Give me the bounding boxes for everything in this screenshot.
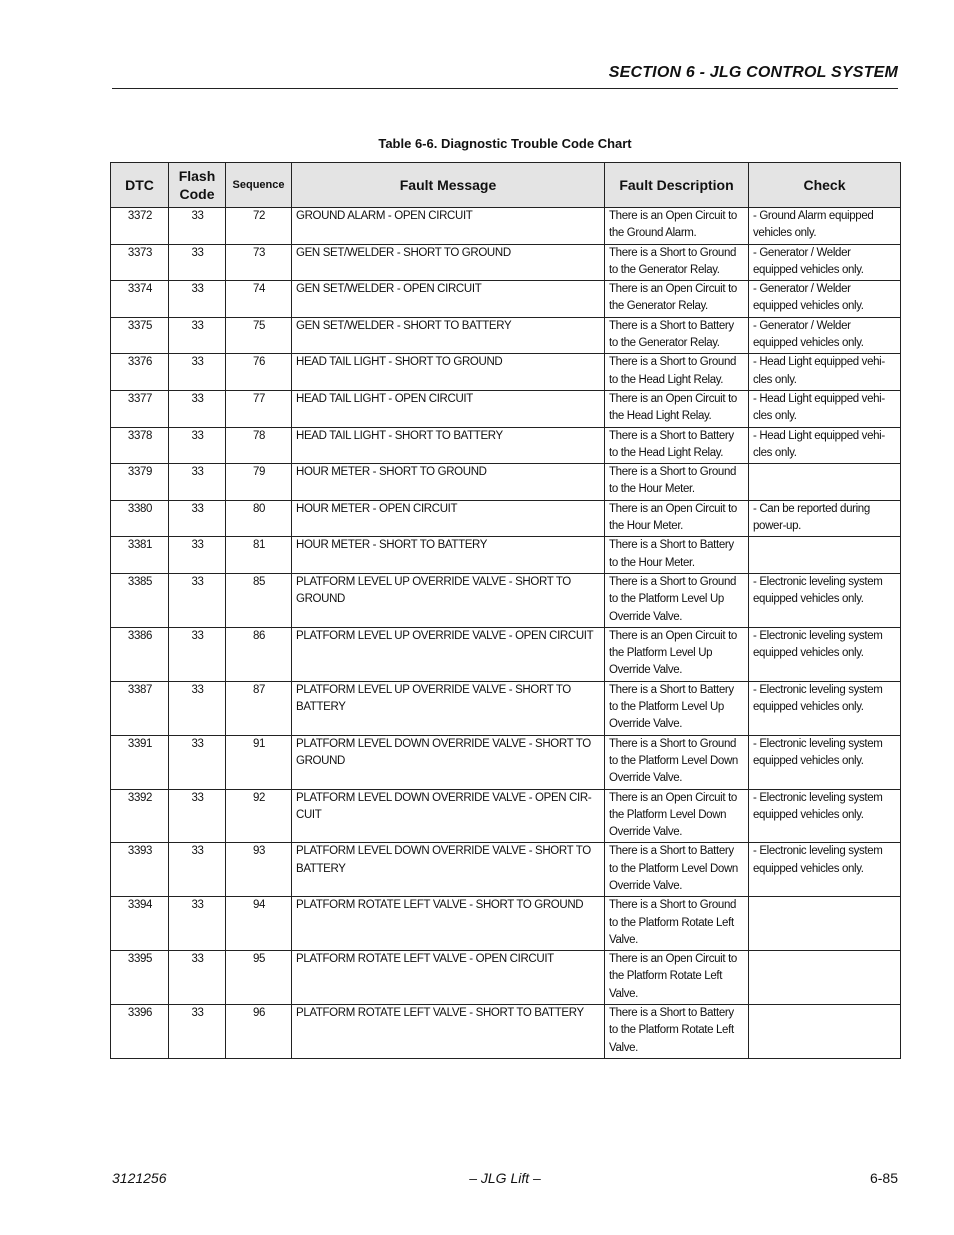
dtc-cell: 3394 xyxy=(111,897,169,951)
fault-message-cell: GROUND ALARM - OPEN CIRCUIT xyxy=(292,208,605,245)
flash-code-cell: 33 xyxy=(169,354,226,391)
table-row xyxy=(111,464,901,501)
sequence-cell: 72 xyxy=(226,208,292,245)
fault-message-cell: HEAD TAIL LIGHT - SHORT TO BATTERY xyxy=(292,427,605,464)
fault-message-cell: GEN SET/WELDER - OPEN CIRCUIT xyxy=(292,281,605,318)
dtc-cell: 3380 xyxy=(111,500,169,537)
table-row xyxy=(111,390,901,427)
table-row xyxy=(111,1005,901,1059)
sequence-cell: 95 xyxy=(226,951,292,1005)
flash-code-cell: 33 xyxy=(169,789,226,843)
dtc-cell: 3393 xyxy=(111,843,169,897)
fault-message-cell: HOUR METER - SHORT TO BATTERY xyxy=(292,537,605,574)
flash-code-cell: 33 xyxy=(169,573,226,627)
flash-code-cell: 33 xyxy=(169,500,226,537)
fault-description-cell: There is an Open Circuit to the Platform Level Up Override Valve. xyxy=(605,627,749,681)
check-cell xyxy=(749,1005,901,1059)
flash-code-cell: 33 xyxy=(169,1005,226,1059)
dtc-cell: 3376 xyxy=(111,354,169,391)
section-title: SECTION 6 - JLG CONTROL SYSTEM xyxy=(608,64,898,81)
flash-code-cell: 33 xyxy=(169,281,226,318)
table-row xyxy=(111,789,901,843)
fault-description-cell: There is a Short to Battery to the Platform Level Down Override Valve. xyxy=(605,843,749,897)
fault-description-cell: There is a Short to Ground to the Platform Level Down Override Valve. xyxy=(605,735,749,789)
page-number: 6-85 xyxy=(869,1170,898,1186)
fault-description-cell: There is a Short to Battery to the Head Light Relay. xyxy=(605,427,749,464)
flash-code-cell: 33 xyxy=(169,317,226,354)
dtc-cell: 3373 xyxy=(111,244,169,281)
fault-message-cell: PLATFORM ROTATE LEFT VALVE - SHORT TO BATTERY xyxy=(292,1005,605,1059)
dtc-cell: 3378 xyxy=(111,427,169,464)
flash-code-cell: 33 xyxy=(169,843,226,897)
fault-description-cell: There is an Open Circuit to the Generator Relay. xyxy=(605,281,749,318)
sequence-cell: 91 xyxy=(226,735,292,789)
sequence-cell: 78 xyxy=(226,427,292,464)
sequence-cell: 86 xyxy=(226,627,292,681)
table-body xyxy=(111,208,901,1059)
footer-brand: – JLG Lift – xyxy=(469,1170,541,1186)
table-row xyxy=(111,951,901,1005)
fault-message-cell: PLATFORM LEVEL UP OVERRIDE VALVE - SHORT TO GROUND xyxy=(292,573,605,627)
table-row xyxy=(111,281,901,318)
sequence-cell: 92 xyxy=(226,789,292,843)
flash-code-cell: 33 xyxy=(169,897,226,951)
flash-code-cell: 33 xyxy=(169,735,226,789)
fault-message-cell: HEAD TAIL LIGHT - OPEN CIRCUIT xyxy=(292,390,605,427)
fault-message-cell: PLATFORM LEVEL UP OVERRIDE VALVE - OPEN CIRCUIT xyxy=(292,627,605,681)
table-header-row xyxy=(111,163,901,208)
column-header-fault-message: Fault Message xyxy=(292,163,605,208)
fault-description-cell: There is a Short to Battery to the Platform Level Up Override Valve. xyxy=(605,681,749,735)
sequence-cell: 96 xyxy=(226,1005,292,1059)
flash-code-cell: 33 xyxy=(169,627,226,681)
table-row xyxy=(111,843,901,897)
check-cell: - Electronic leveling system equipped vehicles only. xyxy=(749,735,901,789)
dtc-cell: 3386 xyxy=(111,627,169,681)
dtc-cell: 3391 xyxy=(111,735,169,789)
fault-description-cell: There is a Short to Ground to the Platform Level Up Override Valve. xyxy=(605,573,749,627)
dtc-cell: 3396 xyxy=(111,1005,169,1059)
flash-code-cell: 33 xyxy=(169,681,226,735)
sequence-cell: 93 xyxy=(226,843,292,897)
column-header-sequence: Sequence xyxy=(226,163,292,208)
check-cell: - Can be reported during power-up. xyxy=(749,500,901,537)
check-cell: - Electronic leveling system equipped vehicles only. xyxy=(749,573,901,627)
fault-description-cell: There is a Short to Ground to the Generator Relay. xyxy=(605,244,749,281)
sequence-cell: 74 xyxy=(226,281,292,318)
check-cell: - Electronic leveling system equipped vehicles only. xyxy=(749,627,901,681)
table-row xyxy=(111,208,901,245)
fault-message-cell: GEN SET/WELDER - SHORT TO BATTERY xyxy=(292,317,605,354)
flash-code-cell: 33 xyxy=(169,464,226,501)
check-cell: - Generator / Welder equipped vehicles only. xyxy=(749,317,901,354)
sequence-cell: 75 xyxy=(226,317,292,354)
header-divider xyxy=(112,88,898,89)
dtc-cell: 3392 xyxy=(111,789,169,843)
fault-message-cell: GEN SET/WELDER - SHORT TO GROUND xyxy=(292,244,605,281)
fault-message-cell: PLATFORM LEVEL DOWN OVERRIDE VALVE - SHORT TO BATTERY xyxy=(292,843,605,897)
fault-message-cell: PLATFORM LEVEL DOWN OVERRIDE VALVE - SHORT TO GROUND xyxy=(292,735,605,789)
fault-description-cell: There is an Open Circuit to the Platform Rotate Left Valve. xyxy=(605,951,749,1005)
table-row xyxy=(111,500,901,537)
check-cell: - Head Light equipped vehi-cles only. xyxy=(749,390,901,427)
table-row xyxy=(111,735,901,789)
fault-description-cell: There is a Short to Battery to the Generator Relay. xyxy=(605,317,749,354)
fault-description-cell: There is a Short to Battery to the Platform Rotate Left Valve. xyxy=(605,1005,749,1059)
table-row xyxy=(111,537,901,574)
column-header-dtc: DTC xyxy=(111,163,169,208)
fault-message-cell: HOUR METER - OPEN CIRCUIT xyxy=(292,500,605,537)
sequence-cell: 76 xyxy=(226,354,292,391)
table-row xyxy=(111,681,901,735)
check-cell: - Ground Alarm equipped vehicles only. xyxy=(749,208,901,245)
fault-description-cell: There is an Open Circuit to the Hour Meter. xyxy=(605,500,749,537)
sequence-cell: 73 xyxy=(226,244,292,281)
sequence-cell: 87 xyxy=(226,681,292,735)
check-cell xyxy=(749,537,901,574)
table-row xyxy=(111,427,901,464)
dtc-cell: 3387 xyxy=(111,681,169,735)
fault-description-cell: There is a Short to Battery to the Hour Meter. xyxy=(605,537,749,574)
diagnostic-trouble-code-table xyxy=(110,162,901,1059)
check-cell xyxy=(749,464,901,501)
fault-description-cell: There is an Open Circuit to the Platform Level Down Override Valve. xyxy=(605,789,749,843)
flash-code-cell: 33 xyxy=(169,244,226,281)
check-cell: - Generator / Welder equipped vehicles only. xyxy=(749,244,901,281)
table-row xyxy=(111,573,901,627)
check-cell xyxy=(749,951,901,1005)
fault-description-cell: There is an Open Circuit to the Ground Alarm. xyxy=(605,208,749,245)
sequence-cell: 80 xyxy=(226,500,292,537)
fault-description-cell: There is an Open Circuit to the Head Light Relay. xyxy=(605,390,749,427)
check-cell: - Electronic leveling system equipped vehicles only. xyxy=(749,681,901,735)
check-cell: - Head Light equipped vehi-cles only. xyxy=(749,354,901,391)
fault-message-cell: PLATFORM ROTATE LEFT VALVE - SHORT TO GROUND xyxy=(292,897,605,951)
page-footer xyxy=(112,1170,898,1190)
check-cell: - Generator / Welder equipped vehicles only. xyxy=(749,281,901,318)
fault-message-cell: PLATFORM LEVEL UP OVERRIDE VALVE - SHORT TO BATTERY xyxy=(292,681,605,735)
table-row xyxy=(111,244,901,281)
sequence-cell: 77 xyxy=(226,390,292,427)
flash-code-cell: 33 xyxy=(169,951,226,1005)
flash-code-cell: 33 xyxy=(169,208,226,245)
fault-message-cell: HOUR METER - SHORT TO GROUND xyxy=(292,464,605,501)
fault-description-cell: There is a Short to Ground to the Head Light Relay. xyxy=(605,354,749,391)
dtc-cell: 3385 xyxy=(111,573,169,627)
column-header-check: Check xyxy=(749,163,901,208)
check-cell xyxy=(749,897,901,951)
dtc-cell: 3375 xyxy=(111,317,169,354)
dtc-cell: 3395 xyxy=(111,951,169,1005)
dtc-cell: 3377 xyxy=(111,390,169,427)
dtc-cell: 3381 xyxy=(111,537,169,574)
dtc-cell: 3379 xyxy=(111,464,169,501)
table-row xyxy=(111,897,901,951)
fault-description-cell: There is a Short to Ground to the Platform Rotate Left Valve. xyxy=(605,897,749,951)
fault-description-cell: There is a Short to Ground to the Hour Meter. xyxy=(605,464,749,501)
fault-message-cell: HEAD TAIL LIGHT - SHORT TO GROUND xyxy=(292,354,605,391)
dtc-cell: 3372 xyxy=(111,208,169,245)
sequence-cell: 79 xyxy=(226,464,292,501)
fault-message-cell: PLATFORM LEVEL DOWN OVERRIDE VALVE - OPEN CIR-CUIT xyxy=(292,789,605,843)
fault-message-cell: PLATFORM ROTATE LEFT VALVE - OPEN CIRCUIT xyxy=(292,951,605,1005)
table-row xyxy=(111,354,901,391)
check-cell: - Electronic leveling system equipped vehicles only. xyxy=(749,789,901,843)
sequence-cell: 85 xyxy=(226,573,292,627)
table-title: Table 6-6. Diagnostic Trouble Code Chart xyxy=(378,136,632,151)
document-number: 3121256 xyxy=(112,1170,167,1186)
dtc-cell: 3374 xyxy=(111,281,169,318)
flash-code-cell: 33 xyxy=(169,537,226,574)
check-cell: - Electronic leveling system equipped vehicles only. xyxy=(749,843,901,897)
flash-code-cell: 33 xyxy=(169,390,226,427)
table-row xyxy=(111,627,901,681)
table-row xyxy=(111,317,901,354)
column-header-flash-code: Flash Code xyxy=(169,163,226,208)
sequence-cell: 81 xyxy=(226,537,292,574)
check-cell: - Head Light equipped vehi-cles only. xyxy=(749,427,901,464)
column-header-fault-description: Fault Description xyxy=(605,163,749,208)
flash-code-cell: 33 xyxy=(169,427,226,464)
sequence-cell: 94 xyxy=(226,897,292,951)
